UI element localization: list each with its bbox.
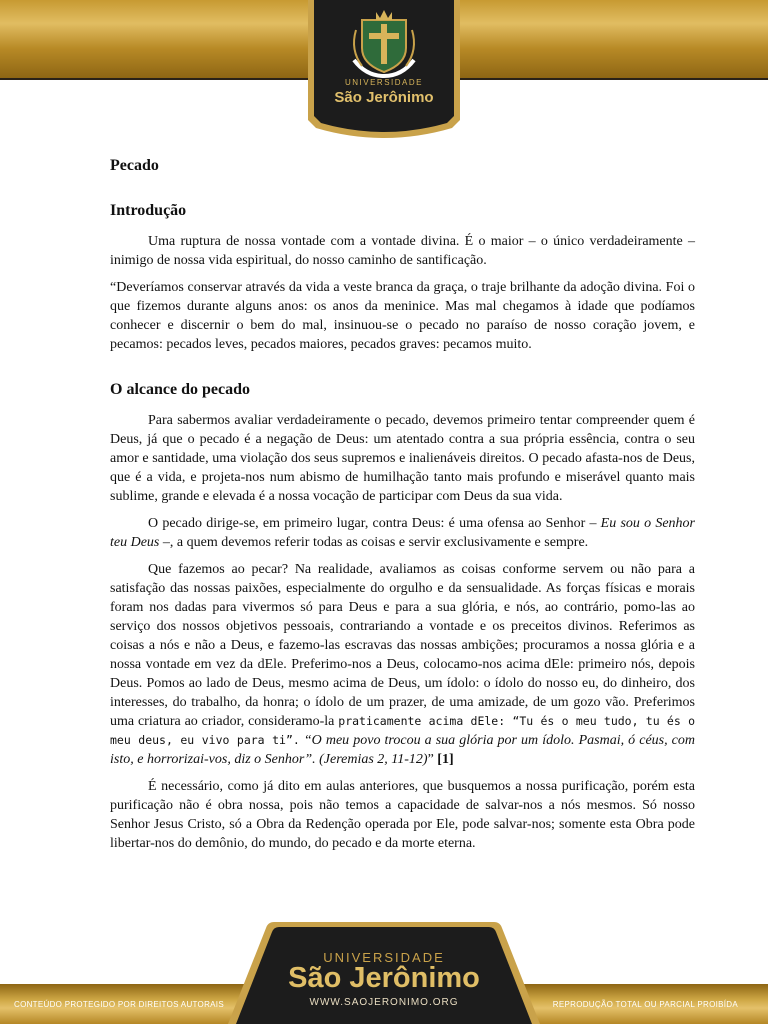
paragraph: Uma ruptura de nossa vontade com a vontade divina. É o maior – o único verdadeiramente – inimigo de nossa vida espiritual, do nosso caminho de santificação. — [110, 234, 695, 268]
document-body — [110, 150, 695, 861]
footnote-reference[interactable]: [1] — [433, 752, 454, 767]
paragraph: É necessário, como já dito em aulas anteriores, que busquemos a nossa purificação, porém esta purificação não é obra nossa, pois não temos a capacidade de salvar-nos a nós mesmos. Só nosso Senhor Jesus Cristo, só a Obra da Redenção operada por Ele, pode salvar-nos; somente esta Obra pode libertar-nos do demônio, do mundo, do pecado e da morte eterna. — [110, 779, 695, 851]
footer-website-link[interactable]: WWW.SAOJERONIMO.ORG — [309, 997, 459, 1008]
paragraph-text: –, a quem devemos referir todas as coisas e servir exclusivamente e sempre. — [159, 535, 589, 550]
logo-university-name: São Jerônimo — [334, 89, 434, 106]
section-heading-introducao: Introdução — [110, 202, 187, 219]
footer-university-label: UNIVERSIDADE — [323, 950, 445, 965]
quoted-phrase: praticamente acima dEle: “Tu és o meu tudo, tu és o meu deus, eu vivo para ti”. — [110, 714, 695, 747]
footer-reproduction-notice: REPRODUÇÃO TOTAL OU PARCIAL PROIBÍDA — [552, 1000, 738, 1009]
footer-university-name: São Jerônimo — [288, 962, 480, 994]
paragraph-text: Que fazemos ao pecar? Na realidade, avaliamos as coisas conforme servem ou não para a satisfação das nossas paixões, especialmente do orgulho e da sensualidade. As forças físicas e morais foram nos dadas para vivermos só para Deus e para a sua glória, e nós, ao contrário, pomo-las ao serviço dos nossos objetivos pessoais, contrariando a vontade e os preceitos divinos. Referimos as coisas a nós e não a Deus, e fazemo-las escravas das nossas ambições; procuramos a nossa glória e a nossa vontade em vez da dEle. Preferimo-nos a Deus, colocamo-nos acima dEle: primeiro nós, depois Deus. Pomos ao lado de Deus, mesmo acima de Deus, um ídolo: o ídolo do nosso eu, do dinheiro, dos interesses, do trabalho, da honra; o ídolo de um prazer, de uma amizade, de um gozo vão. Preferimos uma criatura ao criador, consideramo-la — [110, 562, 695, 729]
paragraph: Para sabermos avaliar verdadeiramente o pecado, devemos primeiro tentar compreender quem é Deus, já que o pecado é a negação de Deus: um atentado contra a sua própria essência, contra o seu amor e santidade, uma violação dos seus supremos e inalienáveis direitos. O pecado afasta-nos de Deus, que é a vida, e projeta-nos num abismo de humilhação tanto mais profundo e miserável quanto mais sublime, grande e elevada é a nossa vocação de participar com Deus da sua vida. — [110, 413, 695, 504]
paragraph-text: O pecado dirige-se, em primeiro lugar, contra Deus: é uma ofensa ao Senhor – — [148, 516, 601, 531]
paragraph — [110, 560, 695, 769]
paragraph: “Deveríamos conservar através da vida a veste branca da graça, o traje brilhante da adoção divina. Foi o que fizemos durante alguns anos: os anos da meninice. Mas mal chegamos à idade que podíamos conhecer e discernir o bem do mal, insinuou-se o pecado no paraíso de nosso coração jovem, e pecamos: pecados leves, pecados maiores, pecados graves: pecamos muito. — [110, 280, 695, 352]
section-heading-alcance: O alcance do pecado — [110, 381, 250, 398]
footer-copyright-notice: CONTEÚDO PROTEGIDO POR DIREITOS AUTORAIS — [14, 1000, 224, 1009]
paragraph-text: ” — [427, 752, 434, 767]
paragraph — [110, 514, 695, 552]
document-title: Pecado — [110, 157, 159, 174]
bible-quote: “O meu povo trocou a sua glória por um ídolo. Pasmai, ó céus, com isto, e horrorizai-vos, diz o Senhor”. (Jeremias 2, 11-12) — [110, 733, 696, 767]
bible-quote: Eu sou o Senhor teu Deus — [110, 516, 695, 550]
university-logo-badge — [306, 0, 462, 140]
logo-university-label: UNIVERSIDADE — [344, 78, 423, 87]
